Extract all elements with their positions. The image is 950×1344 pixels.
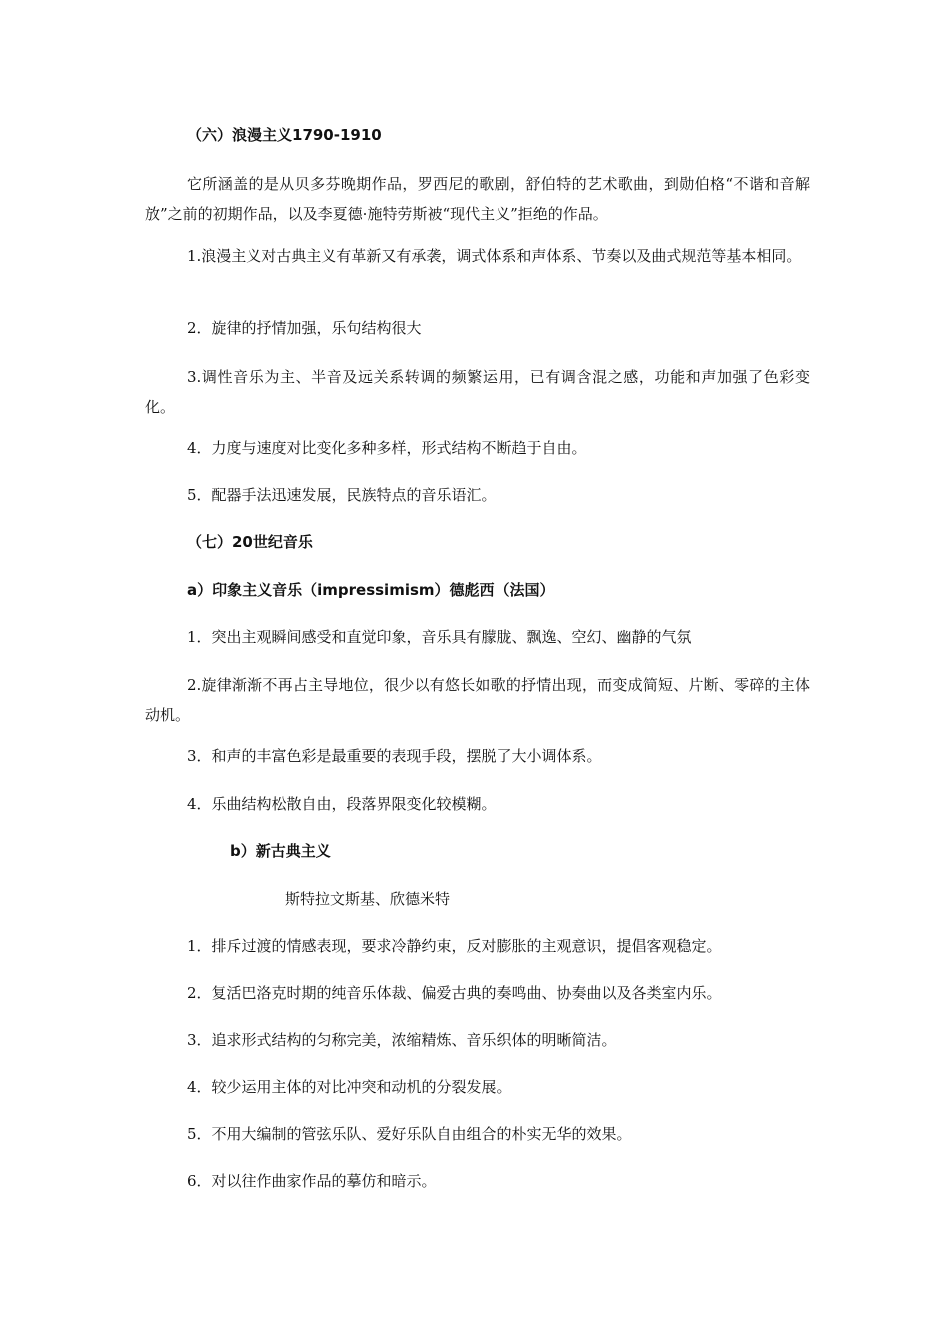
section-7a-heading: a）印象主义音乐（impressimism）德彪西（法国） — [187, 581, 555, 599]
section-7b-point-1: 1．排斥过渡的情感表现，要求冷静约束，反对膨胀的主观意识，提倡客观稳定。 — [187, 937, 722, 955]
section-7b-heading: b）新古典主义 — [230, 842, 331, 860]
section-7-heading: （七）20世纪音乐 — [187, 533, 313, 551]
section-6-point-1: 1.浪漫主义对古典主义有革新又有承袭，调式体系和声体系、节奏以及曲式规范等基本相同。 — [187, 247, 802, 265]
section-7a-point-3: 3．和声的丰富色彩是最重要的表现手段，摆脱了大小调体系。 — [187, 747, 602, 765]
section-6-point-3: 3.调性音乐为主、半音及远关系转调的频繁运用，已有调含混之感，功能和声加强了色彩变化。 — [145, 368, 810, 416]
section-7b-point-4: 4．较少运用主体的对比冲突和动机的分裂发展。 — [187, 1078, 512, 1096]
section-7a-point-1: 1．突出主观瞬间感受和直觉印象，音乐具有朦胧、飘逸、空幻、幽静的气氛 — [187, 628, 692, 646]
section-6-heading: （六）浪漫主义1790-1910 — [187, 126, 382, 144]
section-7b-point-6: 6．对以往作曲家作品的摹仿和暗示。 — [187, 1172, 437, 1190]
section-6-point-4: 4．力度与速度对比变化多种多样，形式结构不断趋于自由。 — [187, 439, 587, 457]
section-7b-point-2: 2．复活巴洛克时期的纯音乐体裁、偏爱古典的奏鸣曲、协奏曲以及各类室内乐。 — [187, 984, 722, 1002]
section-7b-point-5: 5．不用大编制的管弦乐队、爱好乐队自由组合的朴实无华的效果。 — [187, 1125, 632, 1143]
section-7b-point-3: 3．追求形式结构的匀称完美，浓缩精炼、音乐织体的明晰简洁。 — [187, 1031, 617, 1049]
section-7a-point-2: 2.旋律渐渐不再占主导地位，很少以有悠长如歌的抒情出现，而变成简短、片断、零碎的主体动机。 — [145, 676, 810, 724]
section-7b-composers: 斯特拉文斯基、欣德米特 — [285, 890, 451, 908]
section-6-point-2: 2．旋律的抒情加强，乐句结构很大 — [187, 319, 422, 337]
section-6-intro: 它所涵盖的是从贝多芬晚期作品，罗西尼的歌剧，舒伯特的艺术歌曲，到勋伯格“不谐和音解放”之前的初期作品，以及李夏德·施特劳斯被“现代主义”拒绝的作品。 — [145, 175, 810, 223]
section-7a-point-4: 4．乐曲结构松散自由，段落界限变化较模糊。 — [187, 795, 497, 813]
section-6-point-5: 5．配器手法迅速发展，民族特点的音乐语汇。 — [187, 486, 497, 504]
